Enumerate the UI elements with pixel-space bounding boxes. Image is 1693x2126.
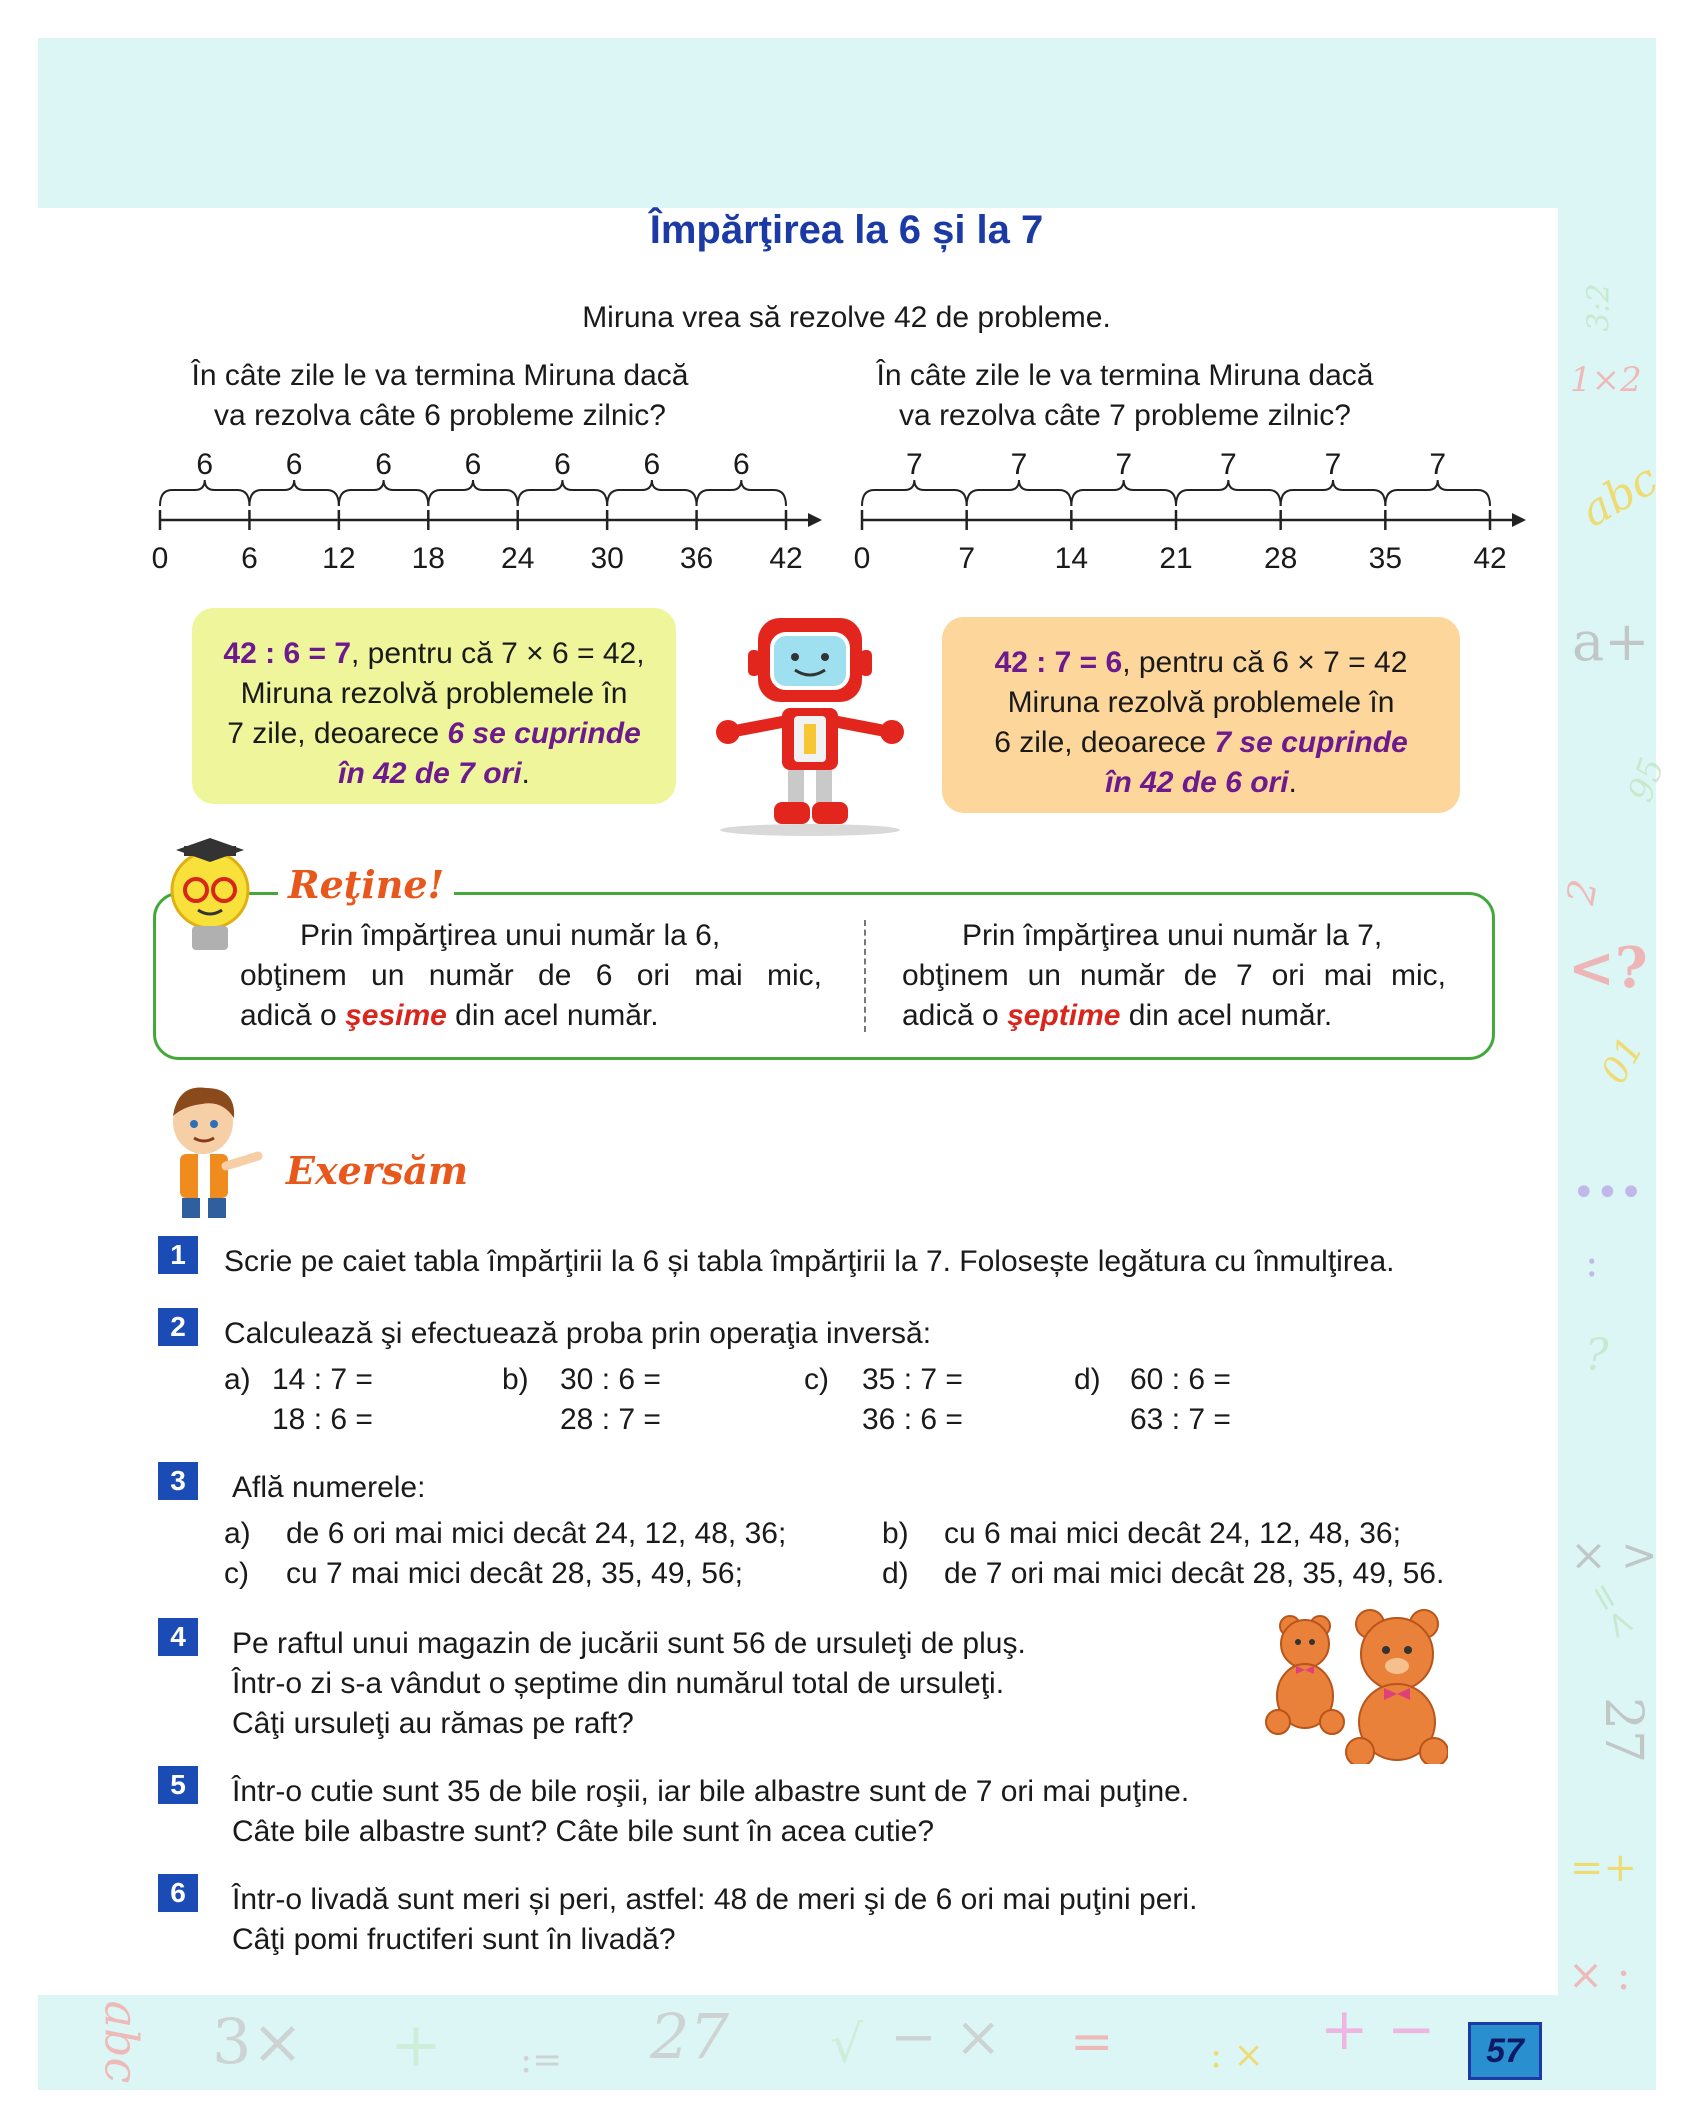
exercise-2b-label: b) <box>502 1363 529 1396</box>
decor-math-glyph-icon: 01 <box>1593 1030 1653 1091</box>
decor-math-glyph-icon: 3× <box>212 2005 304 2078</box>
numberline-right-arrow-icon <box>1512 513 1526 527</box>
bubble-right-equation: 42 : 7 = 6 <box>994 646 1123 679</box>
numberline-left-jump-brace <box>607 480 696 506</box>
decor-math-glyph-icon: × > <box>1570 1530 1658 1581</box>
numberline-left-tick-label: 12 <box>322 542 356 575</box>
decor-math-glyph-icon: 95 <box>1620 752 1673 808</box>
retine-right-text <box>902 916 1446 1036</box>
explanation-bubble-left <box>192 608 676 804</box>
page-number: 57 <box>1468 2022 1542 2080</box>
retine-heading: Reţine! <box>278 862 454 907</box>
decor-math-glyph-icon: 1×2 <box>1570 360 1642 400</box>
exercise-4-line1: Pe raftul unui magazin de jucării sunt 56 de ursuleţi de pluş. <box>232 1627 1026 1660</box>
robot-illustration-icon <box>700 612 920 837</box>
numberline-right-tick-label: 0 <box>853 542 871 575</box>
boy-mascot-icon <box>158 1082 268 1222</box>
numberline-left-arrow-icon <box>808 513 822 527</box>
exercise-2d-label: d) <box>1074 1363 1101 1396</box>
decor-math-glyph-icon: abc <box>1572 453 1667 538</box>
exercise-3d-label: d) <box>882 1557 909 1590</box>
teddy-bears-illustration-icon <box>1248 1604 1448 1764</box>
bubble-right-line3: 6 zile, deoarece <box>994 726 1215 759</box>
numberline-right-tick-label: 7 <box>958 542 976 575</box>
bubble-left-period: . <box>521 757 530 790</box>
numberline-left-jump-brace <box>249 480 338 506</box>
numberline-left-jump-brace <box>428 480 517 506</box>
retine-left-text <box>240 916 822 1036</box>
decor-math-glyph-icon: ••• <box>1572 1170 1643 1216</box>
decor-math-glyph-icon: a+ <box>1572 610 1650 673</box>
retine-divider <box>864 920 866 1032</box>
intro-text: Miruna vrea să rezolve 42 de probleme. <box>582 301 1111 334</box>
exercise-1-text: Scrie pe caiet tabla împărţirii la 6 și tabla împărţirii la 7. Folosește legătura cu înmulţirea. <box>224 1245 1395 1278</box>
exercise-number-3: 3 <box>158 1462 198 1500</box>
exercise-3b-text: cu 6 mai mici decât 24, 12, 48, 36; <box>944 1517 1401 1550</box>
retine-left-line2: obţinem un număr de 6 ori mai mic, <box>240 959 822 992</box>
decor-math-glyph-icon: 2 <box>1558 876 1606 908</box>
decor-math-glyph-icon: √ <box>830 2015 864 2075</box>
retine-right-line3-end: din acel număr. <box>1120 999 1333 1032</box>
numberline-left-jump-brace <box>160 480 249 506</box>
exercise-6-line1: Într-o livadă sunt meri și peri, astfel: 48 de meri şi de 6 ori mai puţini peri. <box>232 1883 1198 1916</box>
decor-math-glyph-icon: × : <box>1568 1950 1631 1999</box>
exercise-3-text: Află numerele: <box>232 1471 426 1504</box>
numberline-right-jump-label: 7 <box>1010 448 1028 481</box>
bubble-right-line2: Miruna rezolvă problemele în <box>1007 686 1395 719</box>
numberline-right-jump-brace <box>1281 480 1386 506</box>
numberline-right-jump-brace <box>1176 480 1281 506</box>
exercise-2a-2: 18 : 6 = <box>272 1403 373 1436</box>
retine-right-line2: obţinem un număr de 7 ori mai mic, <box>902 959 1446 992</box>
retine-right-line3: adică o <box>902 999 1008 1032</box>
exercise-4-line2: Într-o zi s-a vândut o șeptime din numărul total de ursuleţi. <box>232 1667 1005 1700</box>
numberline-right-tick-label: 42 <box>1473 542 1507 575</box>
numberline-right-jump-brace <box>1385 480 1490 506</box>
decor-math-glyph-icon: =< <box>1579 1574 1645 1647</box>
numberline-left-jump-label: 6 <box>732 448 750 481</box>
exercise-number-2: 2 <box>158 1308 198 1346</box>
numberline-left-jump-brace <box>339 480 428 506</box>
numberline-right-jump-label: 7 <box>1429 448 1447 481</box>
decor-math-glyph-icon: abc <box>94 2000 149 2084</box>
exercise-5-line2: Câte bile albastre sunt? Câte bile sunt în acea cutie? <box>232 1815 935 1848</box>
exercise-2b-2: 28 : 7 = <box>560 1403 661 1436</box>
exercise-3d-text: de 7 ori mai mici decât 28, 35, 49, 56. <box>944 1557 1445 1590</box>
decor-math-glyph-icon: : × <box>1210 2035 1264 2076</box>
decor-math-glyph-icon: 3:2 <box>1581 283 1617 332</box>
exercise-number-6: 6 <box>158 1874 198 1912</box>
numberline-right-jump-label: 7 <box>905 448 923 481</box>
bubble-right-emphasis2: în 42 de 6 ori <box>1105 766 1289 799</box>
exercise-3c-label: c) <box>224 1557 249 1590</box>
exercise-2d-1: 60 : 6 = <box>1130 1363 1231 1396</box>
numberline-right-tick-label: 35 <box>1368 542 1403 575</box>
exercise-2a-1: 14 : 7 = <box>272 1363 373 1396</box>
exercise-2c-1: 35 : 7 = <box>862 1363 963 1396</box>
numberline-left-jump-label: 6 <box>643 448 661 481</box>
exercise-3a-text: de 6 ori mai mici decât 24, 12, 48, 36; <box>286 1517 787 1550</box>
number-lines <box>0 440 1693 580</box>
decor-math-glyph-icon: = <box>1070 2012 1114 2072</box>
decor-math-glyph-icon: − × <box>890 2005 1002 2070</box>
exercise-5-line1: Într-o cutie sunt 35 de bile roşii, iar bile albastre sunt de 7 ori mai puţine. <box>232 1775 1190 1808</box>
explanation-bubble-right <box>942 617 1460 813</box>
numberline-right-jump-brace <box>862 480 967 506</box>
retine-left-line3: adică o <box>240 999 346 1032</box>
numberline-right-jump-brace <box>1071 480 1176 506</box>
numberline-left-jump-label: 6 <box>196 448 214 481</box>
decor-math-glyph-icon: + <box>390 2008 442 2081</box>
numberline-left-tick-label: 18 <box>411 542 445 575</box>
numberline-right-tick-label: 14 <box>1054 542 1089 575</box>
exercise-2b-1: 30 : 6 = <box>560 1363 661 1396</box>
numberline-right-tick-label: 28 <box>1263 542 1298 575</box>
numberline-left-jump-label: 6 <box>375 448 392 481</box>
numberline-right-jump-label: 7 <box>1115 448 1133 481</box>
bubble-left-line3: 7 zile, deoarece <box>227 717 448 750</box>
decor-math-glyph-icon: <? <box>1568 935 1648 1001</box>
numberline-left-tick-label: 6 <box>241 542 258 575</box>
numberline-right-tick-label: 21 <box>1159 542 1193 575</box>
bubble-right-line1: , pentru că 6 × 7 = 42 <box>1122 646 1408 679</box>
decor-math-glyph-icon: : <box>1585 1240 1599 1286</box>
bubble-left-emphasis2: în 42 de 7 ori <box>338 757 522 790</box>
bubble-left-equation: 42 : 6 = 7 <box>223 637 352 670</box>
decor-math-glyph-icon: ? <box>1585 1330 1609 1381</box>
numberline-left-jump-label: 6 <box>464 448 482 481</box>
bubble-left-emphasis1: 6 se cuprinde <box>447 717 641 750</box>
numberline-left-jump-label: 6 <box>554 448 571 481</box>
numberline-left-tick-label: 30 <box>590 542 624 575</box>
question-right-line1: În câte zile le va termina Miruna dacă <box>876 359 1374 392</box>
retine-right-line1: Prin împărţirea unui număr la 7, <box>962 919 1383 952</box>
numberline-left-tick-label: 36 <box>679 542 714 575</box>
exercise-number-5: 5 <box>158 1766 198 1804</box>
numberline-left-jump-label: 6 <box>285 448 303 481</box>
bubble-right-period: . <box>1288 766 1297 799</box>
decor-math-glyph-icon: =+ <box>1570 1845 1638 1891</box>
exercise-4-line3: Câţi ursuleţi au rămas pe raft? <box>232 1707 634 1740</box>
exercise-3b-label: b) <box>882 1517 909 1550</box>
question-left-line1: În câte zile le va termina Miruna dacă <box>191 359 689 392</box>
numberline-left-tick-label: 0 <box>151 542 169 575</box>
exercise-number-4: 4 <box>158 1618 198 1656</box>
exercise-2d-2: 63 : 7 = <box>1130 1403 1231 1436</box>
numberline-left-tick-label: 42 <box>769 542 803 575</box>
exercise-2a-label: a) <box>224 1363 251 1396</box>
retine-left-line1: Prin împărţirea unui număr la 6, <box>300 919 721 952</box>
exercise-2-text: Calculează şi efectuează proba prin operaţia inversă: <box>224 1317 932 1350</box>
page-title: Împărţirea la 6 și la 7 <box>649 208 1044 252</box>
decor-math-glyph-icon: := <box>520 2040 563 2081</box>
numberline-right-jump-brace <box>967 480 1072 506</box>
numberline-left-tick-label: 24 <box>501 542 535 575</box>
numberline-left-jump-brace <box>518 480 607 506</box>
exersam-heading: Exersăm <box>286 1148 469 1193</box>
bubble-left-line2: Miruna rezolvă problemele în <box>240 677 628 710</box>
exercise-number-1: 1 <box>158 1236 198 1274</box>
decor-math-glyph-icon: 27 <box>650 2000 729 2073</box>
exercise-2c-label: c) <box>804 1363 829 1396</box>
exercise-6-line2: Câţi pomi fructiferi sunt în livadă? <box>232 1923 676 1956</box>
retine-left-emphasis: şesime <box>345 999 447 1032</box>
exercise-2c-2: 36 : 6 = <box>862 1403 963 1436</box>
retine-left-line3-end: din acel număr. <box>446 999 659 1032</box>
decor-math-glyph-icon: 27 <box>1593 1696 1654 1764</box>
numberline-right-jump-label: 7 <box>1219 448 1237 481</box>
question-right-line2: va rezolva câte 7 probleme zilnic? <box>899 399 1351 432</box>
exercise-3c-text: cu 7 mai mici decât 28, 35, 49, 56; <box>286 1557 743 1590</box>
decor-math-glyph-icon: + − <box>1320 1995 1436 2063</box>
top-border <box>38 38 1656 208</box>
exercise-3a-label: a) <box>224 1517 251 1550</box>
bubble-left-line1: , pentru că 7 × 6 = 42, <box>351 637 645 670</box>
question-left-line2: va rezolva câte 6 probleme zilnic? <box>214 399 666 432</box>
retine-right-emphasis: şeptime <box>1007 999 1121 1032</box>
bubble-right-emphasis1: 7 se cuprinde <box>1214 726 1408 759</box>
numberline-right-jump-label: 7 <box>1324 448 1342 481</box>
numberline-left-jump-brace <box>697 480 786 506</box>
